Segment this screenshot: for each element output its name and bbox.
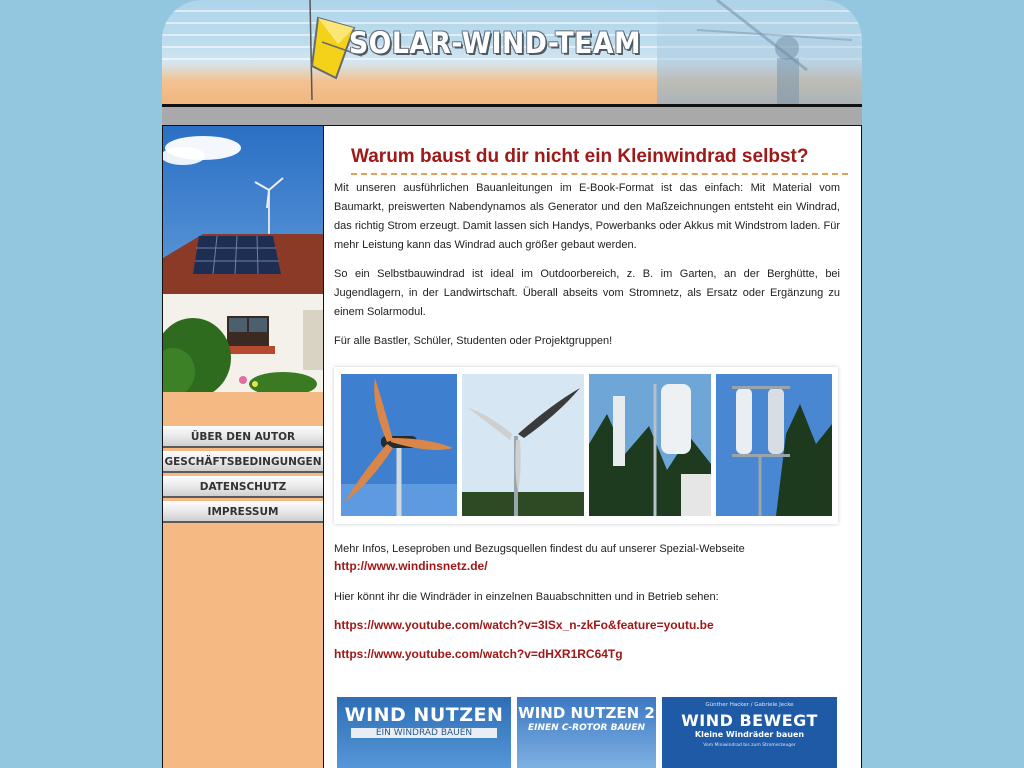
book-cover-wind-nutzen-2[interactable]: WIND NUTZEN 2 EINEN C-ROTOR BAUEN: [517, 697, 656, 768]
turbine-gallery: [334, 367, 838, 524]
audience-paragraph: Für alle Bastler, Schüler, Studenten oder Projektgruppen!: [334, 335, 613, 347]
book-cover-wind-nutzen[interactable]: WIND NUTZEN EIN WINDRAD BAUEN: [337, 697, 511, 768]
sidebar: [162, 126, 323, 768]
header-wind-turbine-photo: [657, 0, 862, 104]
video-link-1[interactable]: https://www.youtube.com/watch?v=3ISx_n-zkFo&feature=youtu.be: [334, 618, 714, 632]
more-info-paragraph: Mehr Infos, Leseproben und Bezugsquellen findest du auf unserer Spezial-Webseite: [334, 543, 745, 555]
site-logo-text[interactable]: SOLAR-WIND-TEAM: [349, 26, 641, 60]
top-bar: [162, 104, 862, 126]
gallery-image-vertical-rotor: [589, 374, 711, 516]
book-covers: [337, 697, 837, 768]
gallery-image-dark-blade-turbine: [462, 374, 584, 516]
page-container: [162, 0, 862, 768]
gallery-image-savonius-rotor: [716, 374, 832, 516]
nav-terms[interactable]: GESCHÄFTSBEDINGUNGEN: [163, 451, 323, 473]
video-link-2[interactable]: https://www.youtube.com/watch?v=dHXR1RC64Tg: [334, 647, 623, 661]
book-cover-wind-bewegt[interactable]: Günther Hacker / Gabriele Jecke WIND BEWEGT Kleine Windräder bauen Vom Miniwindrad bis zum Stromerzeuger: [662, 697, 837, 768]
usage-paragraph: So ein Selbstbauwindrad ist ideal im Outdoorbereich, z. B. im Garten, an der Berghütte, bei Jugendlagern, in der Landwirtschaft. Überall abseits vom Stromnetz, als Ersatz oder Ergänzung zu einem Solarmodul.: [334, 268, 840, 318]
nav-imprint[interactable]: IMPRESSUM: [163, 501, 323, 523]
gallery-image-orange-turbine: [341, 374, 457, 516]
website-link[interactable]: http://www.windinsnetz.de/: [334, 559, 488, 573]
main-content: [323, 126, 862, 768]
nav-privacy[interactable]: DATENSCHUTZ: [163, 476, 323, 498]
nav-about-author[interactable]: ÜBER DEN AUTOR: [163, 426, 323, 448]
intro-paragraph: Mit unseren ausführlichen Bauanleitungen im E-Book-Format ist das einfach: Mit Material vom Baumarkt, preiswerten Nabendynamos als Generator und den Maßzeichnungen entsteht ein Windrad, das richtig Strom erzeugt. Damit lassen sich Handys, Powerbanks oder Akkus mit Windstrom laden. Für mehr Leistung kann das Windrad auch größer gebaut werden.: [334, 182, 840, 251]
site-header: [162, 0, 862, 104]
house-solar-wind-photo: [163, 126, 323, 392]
page-title: Warum baust du dir nicht ein Kleinwindrad selbst?: [351, 146, 848, 175]
video-intro-paragraph: Hier könnt ihr die Windräder in einzelnen Bauabschnitten und in Betrieb sehen:: [334, 591, 719, 603]
